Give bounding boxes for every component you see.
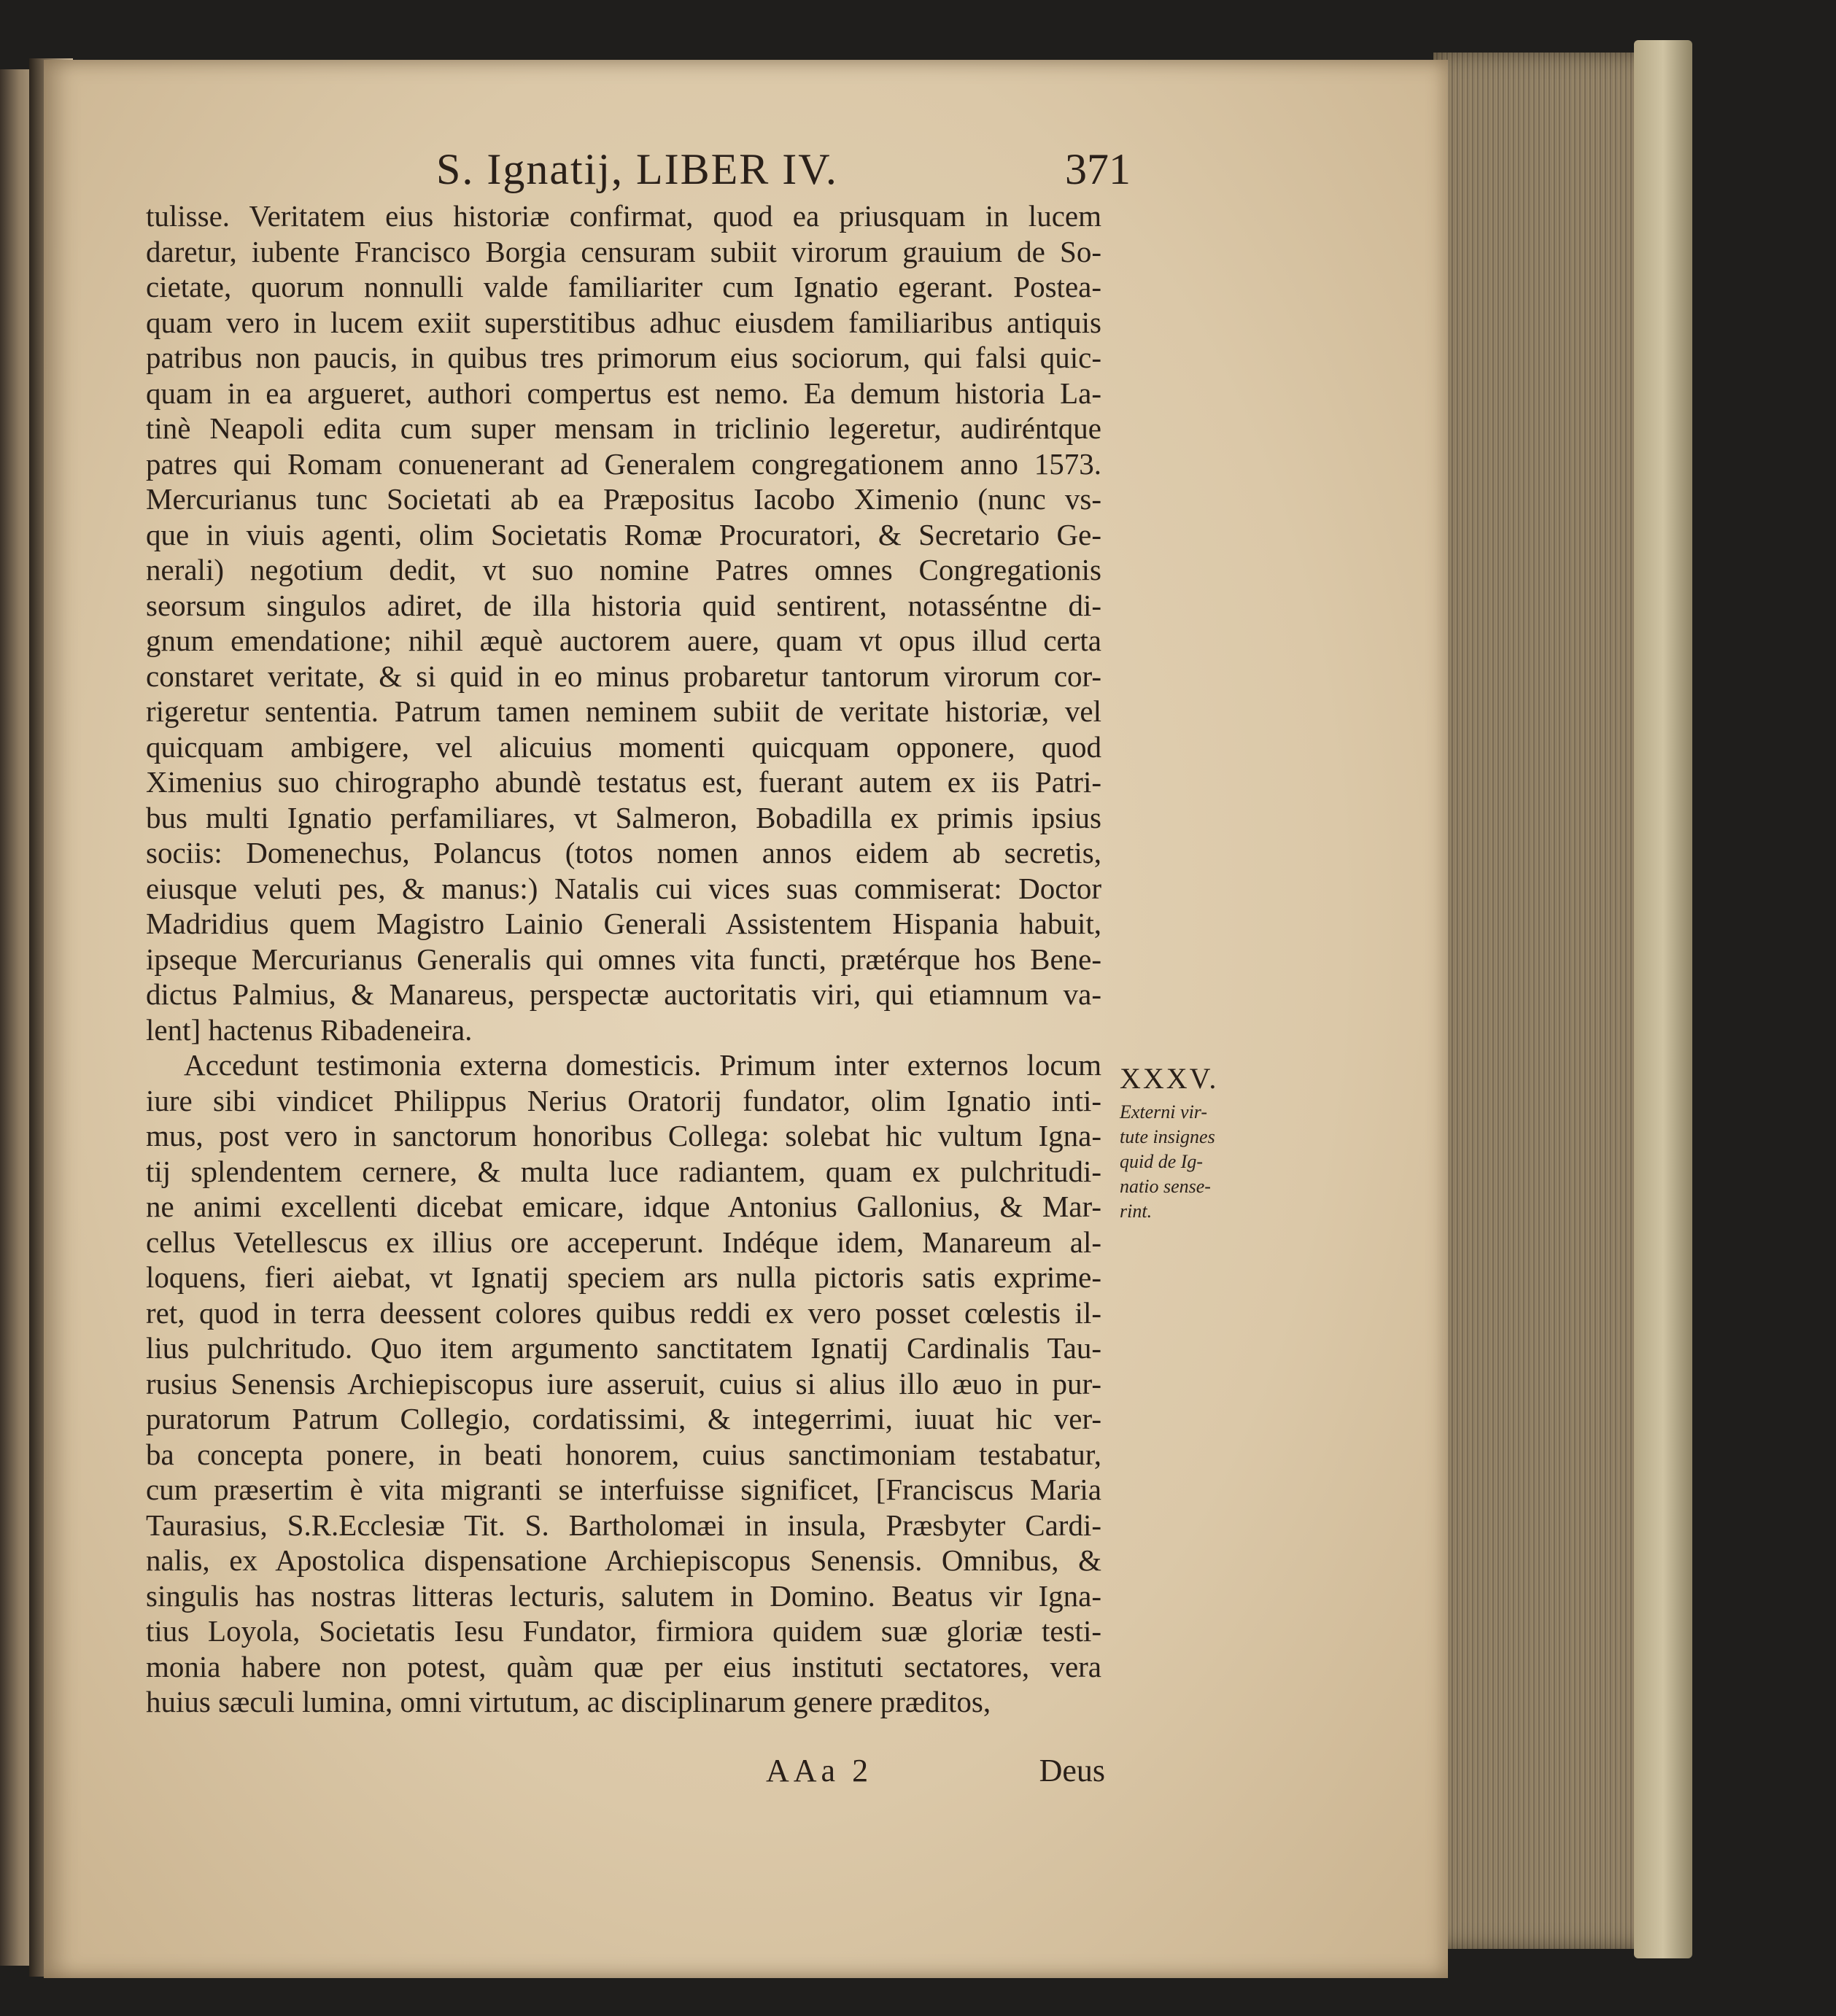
text-line: ne animi excellenti dicebat emicare, idque Antonius Gallonius, & Mar-	[146, 1190, 1101, 1223]
text-line: que in viuis agenti, olim Societatis Romæ Procuratori, & Secretario Ge-	[146, 517, 1101, 551]
text-line: ret, quod in terra deessent colores quibus reddi ex vero posset cœlestis il-	[146, 1295, 1101, 1330]
text-line: rigeretur sententia. Patrum tamen neminem subiit de veritate historiæ, vel	[146, 694, 1101, 728]
marginal-note-line: quid de Ig-	[1120, 1151, 1204, 1172]
text-line: constaret veritate, & si quid in eo minus probaretur tantorum virorum cor-	[146, 659, 1101, 693]
marginal-note-line: rint.	[1120, 1201, 1153, 1222]
marginal-note-line: tute insignes	[1120, 1126, 1215, 1147]
text-line: Taurasius, S.R.Ecclesiæ Tit. S. Bartholomæi in insula, Præsbyter Cardi-	[146, 1508, 1101, 1542]
text-line: cietate, quorum nonnulli valde familiariter cum Ignatio egerant. Postea-	[146, 270, 1101, 303]
page-footer	[766, 1752, 1105, 1793]
marginal-note	[1120, 1061, 1269, 1224]
text-line: sociis: Domenechus, Polancus (totos nomen annos eidem ab secretis,	[146, 836, 1101, 869]
text-line: puratorum Patrum Collegio, cordatissimi, & integerrimi, iuuat hic ver-	[146, 1402, 1101, 1435]
text-line: Accedunt testimonia externa domesticis. Primum inter externos locum	[184, 1048, 1101, 1082]
text-line: tinè Neapoli edita cum super mensam in triclinio legeretur, audiréntque	[146, 411, 1101, 445]
text-line: mus, post vero in sanctorum honoribus Collega: solebat hic vultum Igna-	[146, 1119, 1101, 1152]
running-title: S. Ignatij, LIBER IV.	[436, 145, 838, 193]
page-fore-edge	[1433, 53, 1656, 1949]
body-text	[146, 198, 1101, 1720]
text-line: Madridius quem Magistro Lainio Generali Assistentem Hispania habuit,	[146, 907, 1101, 940]
book-cover-edge	[1634, 40, 1692, 1958]
text-line: huius sæculi lumina, omni virtutum, ac disciplinarum genere præditos,	[146, 1685, 991, 1718]
page-number: 371	[1065, 145, 1131, 193]
text-line: nalis, ex Apostolica dispensatione Archiepiscopus Senensis. Omnibus, &	[146, 1543, 1101, 1577]
text-line: cellus Vetellescus ex illius ore acceperunt. Indéque idem, Manareum al-	[146, 1225, 1101, 1259]
text-line: gnum emendatione; nihil æquè auctorem auere, quam vt opus illud certa	[146, 624, 1101, 657]
text-line: lent] hactenus Ribadeneira.	[146, 1012, 473, 1047]
text-line: patres qui Romam conuenerant ad Generalem congregationem anno 1573.	[146, 446, 1101, 481]
text-line: quam vero in lucem exiit superstitibus adhuc eiusdem familiaribus antiquis	[146, 305, 1101, 339]
marginal-note-line: natio sense-	[1120, 1176, 1211, 1197]
text-line: ba concepta ponere, in beati honorem, cuius sanctimoniam testabatur,	[146, 1437, 1101, 1471]
text-line: lius pulchritudo. Quo item argumento sanctitatem Ignatij Cardinalis Tau-	[146, 1331, 1101, 1365]
text-line: quicquam ambigere, vel alicuius momenti quicquam opponere, quod	[146, 729, 1101, 764]
text-line: dictus Palmius, & Manareus, perspectæ auctoritatis viri, qui etiamnum va-	[146, 977, 1101, 1011]
marginal-note-line: Externi vir-	[1120, 1101, 1208, 1123]
text-line: iure sibi vindicet Philippus Nerius Oratorij fundator, olim Ignatio inti-	[146, 1083, 1101, 1117]
text-line: singulis has nostras litteras lecturis, salutem in Domino. Beatus vir Igna-	[146, 1578, 1101, 1613]
text-line: ipseque Mercurianus Generalis qui omnes vita functi, prætérque hos Bene-	[146, 942, 1101, 976]
signature-mark: AAa 2	[766, 1753, 873, 1788]
text-line: tius Loyola, Societatis Iesu Fundator, firmiora quidem suæ gloriæ testi-	[146, 1614, 1101, 1648]
text-line: nerali) negotium dedit, vt suo nomine Patres omnes Congregationis	[146, 553, 1101, 586]
text-line: Ximenius suo chirographo abundè testatus est, fuerant autem ex iis Patri-	[146, 765, 1101, 799]
text-line: patribus non paucis, in quibus tres primorum eius sociorum, qui falsi quic-	[146, 341, 1101, 374]
text-line: cum præsertim è vita migranti se interfuisse significet, [Franciscus Maria	[146, 1473, 1101, 1506]
text-line: loquens, fieri aiebat, vt Ignatij speciem ars nulla pictoris satis exprime-	[146, 1260, 1101, 1294]
text-line: tij splendentem cernere, & multa luce radiantem, quam ex pulchritudi-	[146, 1154, 1101, 1188]
text-line: quam in ea argueret, authori compertus est nemo. Ea demum historia La-	[146, 376, 1101, 410]
text-line: Mercurianus tunc Societati ab ea Præpositus Iacobo Ximenio (nunc vs-	[146, 482, 1101, 516]
text-line: monia habere non potest, quàm quæ per eius instituti sectatores, vera	[146, 1649, 1101, 1683]
running-header	[139, 144, 1131, 195]
text-line: bus multi Ignatio perfamiliares, vt Salmeron, Bobadilla ex primis ipsius	[146, 800, 1101, 834]
text-line: tulisse. Veritatem eius historiæ confirmat, quod ea priusquam in lucem	[146, 199, 1101, 233]
text-line: seorsum singulos adiret, de illa historia quid sentirent, notasséntne di-	[146, 588, 1101, 622]
section-number: XXXV.	[1120, 1062, 1219, 1095]
text-line: daretur, iubente Francisco Borgia censuram subiit virorum grauium de So-	[146, 234, 1101, 268]
catchword: Deus	[1039, 1753, 1105, 1788]
note-lines	[1120, 1100, 1269, 1224]
text-line: eiusque veluti pes, & manus:) Natalis cui vices suas commiserat: Doctor	[146, 871, 1101, 905]
text-line: rusius Senensis Archiepiscopus iure asseruit, cuius si alius illo æuo in pur-	[146, 1366, 1101, 1400]
